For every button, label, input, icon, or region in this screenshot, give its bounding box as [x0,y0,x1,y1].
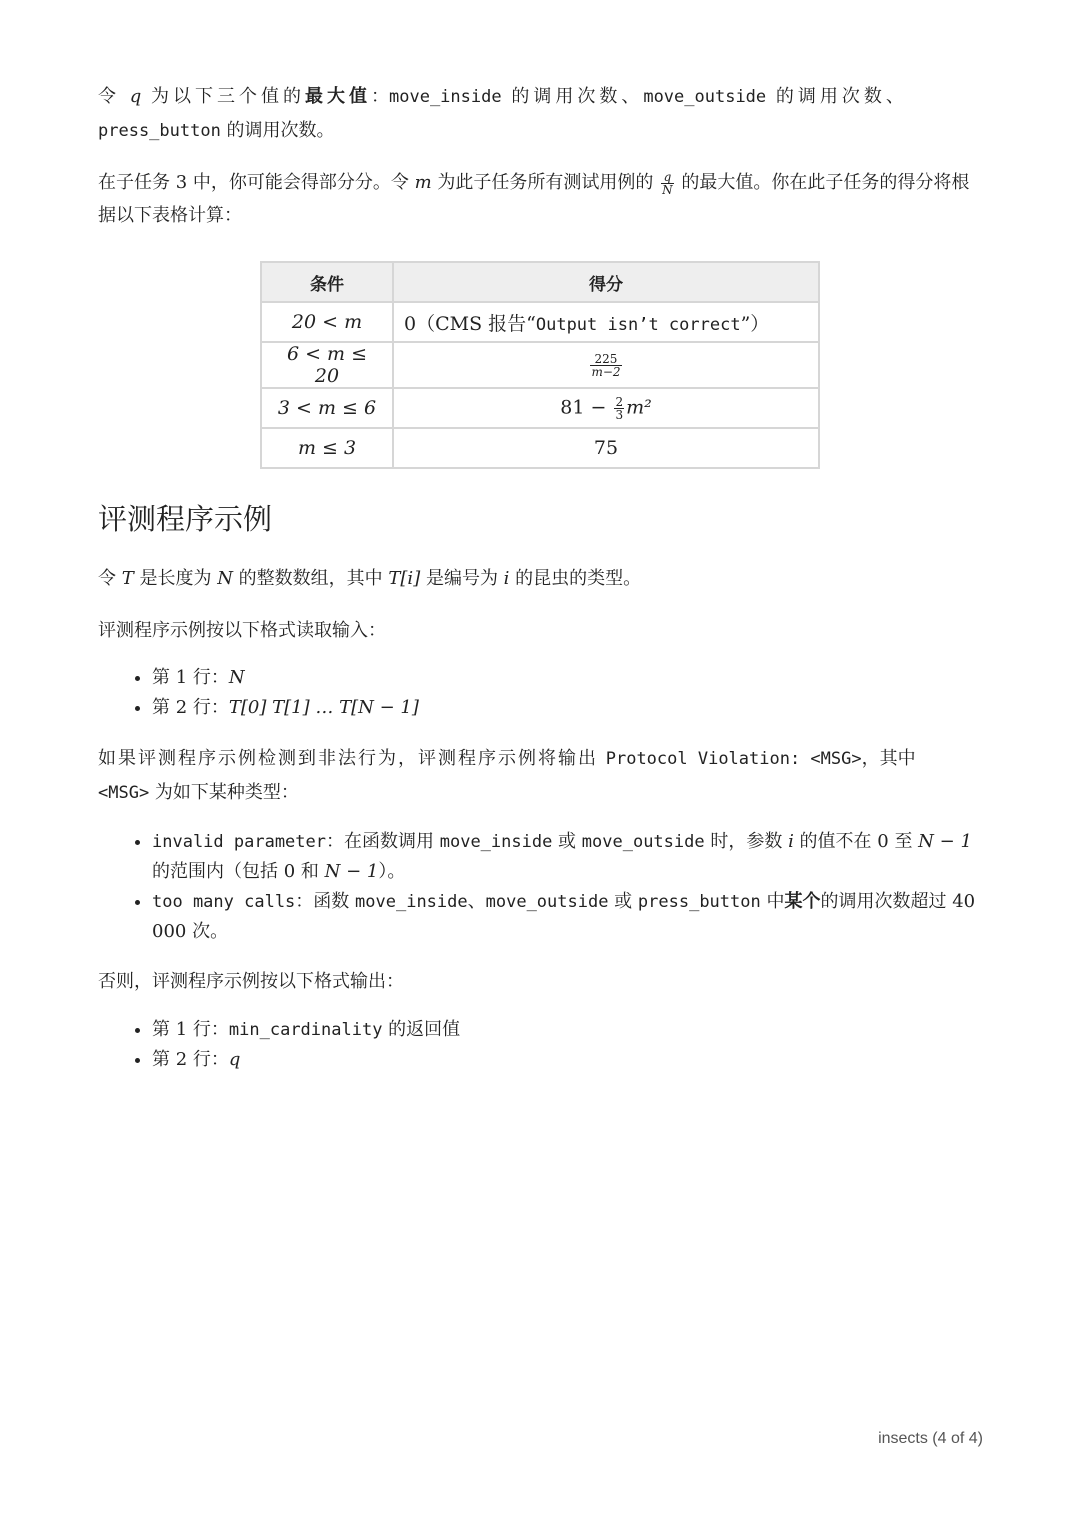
score-cell: 75 [393,428,819,468]
table-row [261,342,819,388]
table-header-row [261,262,819,302]
paragraph-protocol-violation: 如果评测程序示例检测到非法行为，评测程序示例将输出 Protocol Violation: <MSG>，其中 <MSG> 为如下某种类型： [98,748,916,803]
section-title: 评测程序示例 [98,502,273,536]
paragraph-output-format: 否则，评测程序示例按以下格式输出： [98,971,404,992]
violation-list [98,827,982,947]
output-format-list [98,1015,982,1075]
list-item: • too many calls：函数 move_inside、move_outside 或 press_button 中某个的调用次数超过 40 000 次。 [152,887,982,947]
score-table [260,261,820,469]
condition-cell: 3 < m ≤ 6 [261,388,393,428]
list-item: • 第 2 行：q [152,1045,982,1075]
table-header-condition: 条件 [261,262,393,302]
score-cell: 81 − $\frac{2}{3}$ m² [393,388,819,428]
list-item: • 第 2 行：T[0] T[1] … T[N − 1] [152,693,982,723]
table-row [261,428,819,468]
score-cell: 0（CMS 报告“Output isn’t correct”） [393,302,819,342]
table-row [261,388,819,428]
table-row [261,302,819,342]
list-item: • 第 1 行：N [152,663,982,693]
paragraph-max-value: 令 q 为以下三个值的最大值：move_inside 的调用次数、move_outside 的调用次数、 press_button 的调用次数。 [98,86,908,141]
fraction: $\frac{225}{m-2}$ [591,351,621,379]
page-footer: insects (4 of 4) [878,1430,983,1447]
table-header-score: 得分 [393,262,819,302]
paragraph-input-format: 评测程序示例按以下格式读取输入： [98,620,386,641]
paragraph-partial-score: 在子任务 3 中，你可能会得部分分。令 m 为此子任务所有测试用例的 $\frac{q}{N}$ 的最大值。你在此子任务的得分将根据以下表格计算： [98,169,970,226]
fraction-q-over-n: $\frac{q}{N}$ [662,169,673,197]
list-item: • invalid parameter：在函数调用 move_inside 或 move_outside 时，参数 i 的值不在 0 至 N − 1 的范围内（包括 0 和 N − 1）。 [152,827,982,887]
score-cell [393,342,819,388]
condition-cell: 6 < m ≤ 20 [261,342,393,388]
paragraph-array-definition: 令 T 是长度为 N 的整数数组，其中 T[i] 是编号为 i 的昆虫的类型。 [98,568,642,589]
condition-cell: m ≤ 3 [261,428,393,468]
input-format-list [98,663,982,723]
condition-cell: 20 < m [261,302,393,342]
list-item: • 第 1 行：min_cardinality 的返回值 [152,1015,982,1045]
fraction: $\frac{2}{3}$ [615,394,624,422]
